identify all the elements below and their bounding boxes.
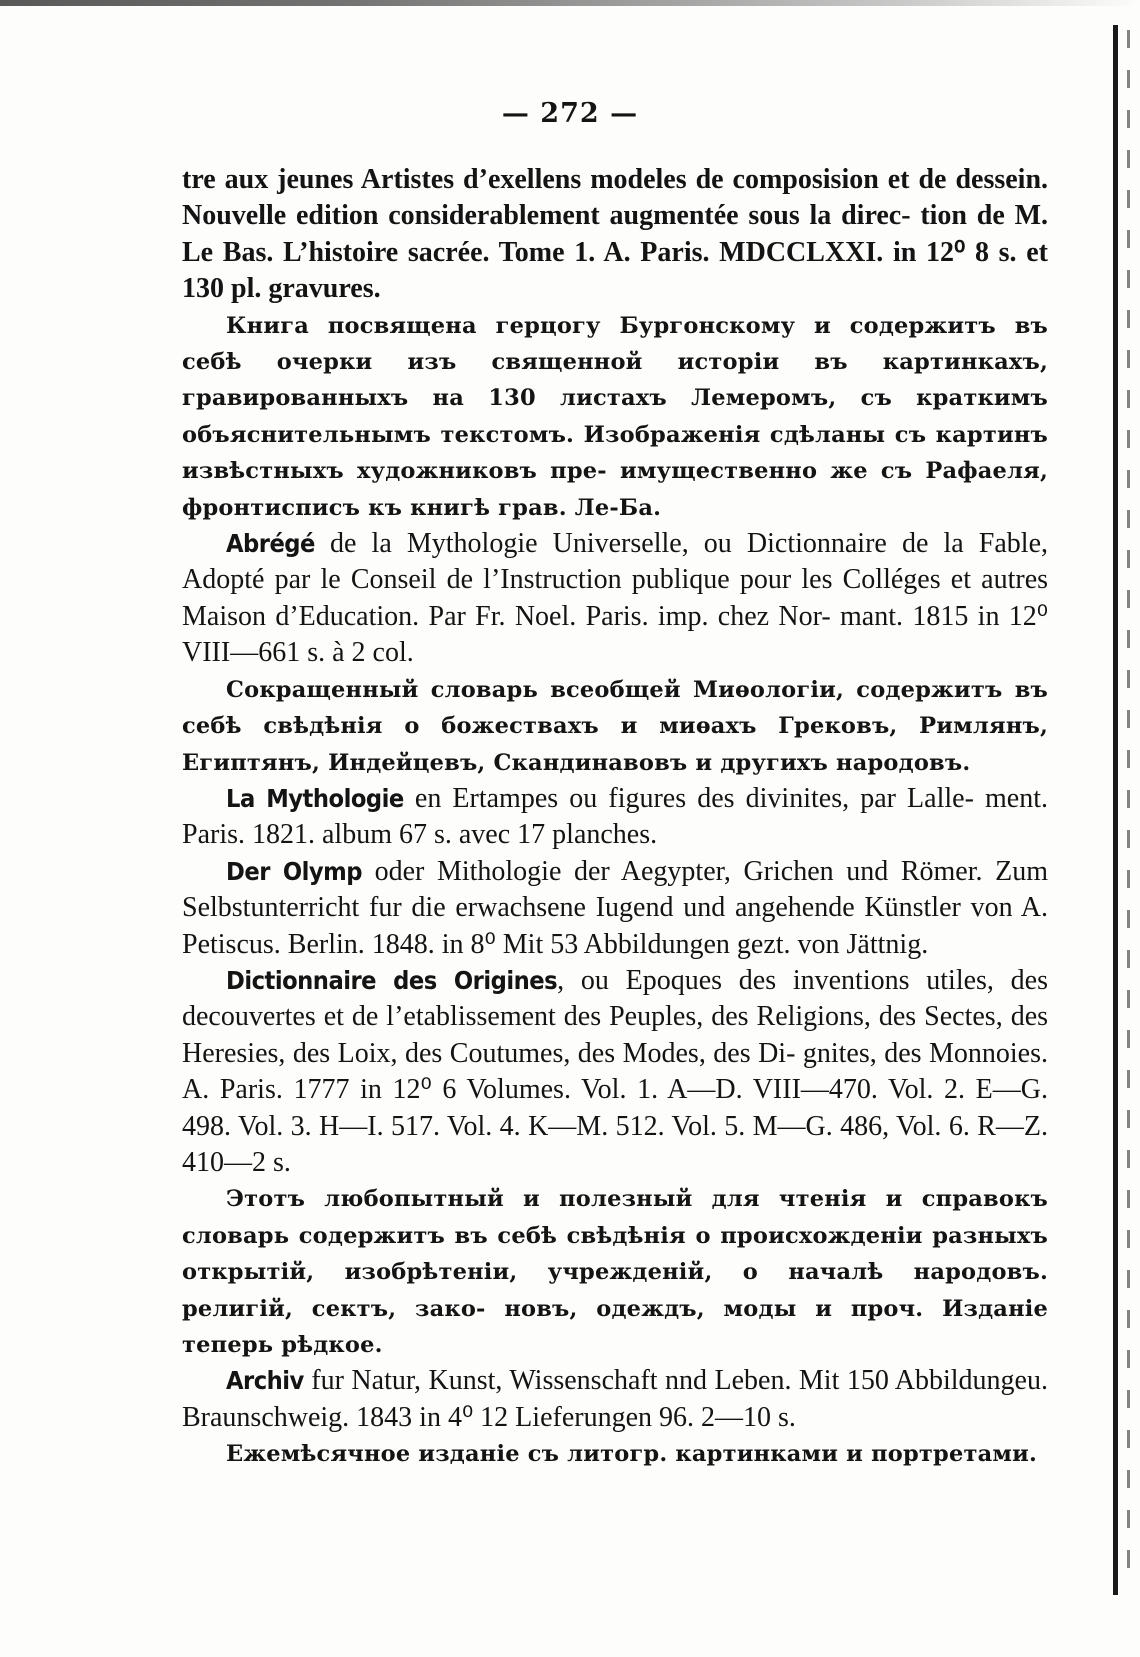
line: gezt. von Jättnig. [736,928,929,960]
entry-lead-word: Dictionnaire des Origines [226,965,558,995]
line: Индейцевъ, Скандинавовъ и другихъ народовъ. [328,749,971,776]
paragraph-4 [182,672,1048,781]
text-body [182,162,1048,1473]
line: et autres Maison d’Education. Par Fr. Noel. Paris. imp. chez Nor- [182,564,1049,632]
line: свѣдѣнія о божествахъ и миѳахъ Грековъ, Римлянъ, Египтянъ, [182,713,1048,776]
paragraph-5 [182,781,1048,854]
line: Книга посвящена герцогу Бургонскому и содержитъ въ себѣ [182,312,1048,376]
line: содержитъ въ себѣ свѣдѣнія о происхожденіи разныхъ открытій, [182,1222,1048,1286]
line: Изображенія сдѣланы съ картинъ извѣстныхъ художниковъ пре- [182,421,1048,485]
line: K—M. 512. Vol. 5. M—G. 486, Vol. 6. R—Z. 410—2 s. [182,1110,1048,1178]
paragraph-10 [182,1436,1048,1472]
line: Ежемѣсячное изданіе съ литогр. картинками и портретами. [226,1441,1038,1468]
paragraph-9 [182,1363,1048,1436]
line: очерки изъ священной исторіи въ картинкахъ, гравированныхъ на [182,349,1048,412]
line: , ou Epoques des inventions utiles, des [557,964,1048,996]
paragraph-1 [182,162,1048,308]
paragraph-8 [182,1181,1048,1363]
paragraph-3 [182,526,1048,672]
line: Adopté par le Conseil de l’Instruction publique pour les Colléges [182,564,941,596]
paragraph-6 [182,854,1048,963]
line: Zum Selbstunterricht fur die erwachsene Iugend und angehende [182,855,1048,924]
line: A—D. VIII—470. Vol. 2. E—G. 498. Vol. 3. H—I. 517. Vol. 4. [182,1074,1048,1142]
line: in 12⁰ 8 s. et 130 pl. gravures. [182,236,1048,305]
line: de la Mythologie Universelle, ou Dictionnaire de la Fable, [314,528,1048,560]
scan-edge-top [0,0,1140,6]
line: изобрѣтеніи, учрежденій, о началѣ народовъ. религій, сектъ, зако- [182,1259,1048,1322]
line: tion de M. Le Bas. L’histoire sacrée. Tome 1. A. Paris. MDCCLXXI. [182,200,1048,268]
entry-lead-word: Archiv [226,1366,304,1396]
line: decouvertes et de l’etablissement des Peuples, des Religions, des [182,1001,917,1033]
paragraph-7 [182,963,1048,1181]
line: Этотъ любопытный и полезный для чтенія и справокъ словарь [182,1186,1048,1249]
page-number: — 272 — [501,98,639,129]
line: en Ertampes ou figures des divinites, par Lalle- [403,782,974,814]
scan-edge-right-outer [1127,30,1130,1590]
line: Sectes, des Heresies, des Loix, des Coutumes, des Modes, des Di- [182,1001,1049,1069]
line: ment. Paris. 1821. album 67 s. avec 17 planches. [182,782,1049,851]
scan-edge-right [1113,25,1118,1595]
line: tre aux jeunes Artistes d’exellens modeles de composision et de [182,164,947,195]
entry-lead-word: Der Olymp [226,856,362,886]
line: Сокращенный словарь всеобщей Миѳологіи, содержитъ въ себѣ [182,676,1048,740]
line: новъ, одеждъ, моды и проч. Изданіе теперь рѣдкое. [182,1295,1048,1358]
line: Abbildungeu. Braunschweig. 1843 in 4⁰ 12 Lieferungen 96. 2—10 s. [182,1365,1048,1433]
entry-lead-word: Abrégé [226,529,315,559]
entry-lead-word: La Mythologie [226,783,404,813]
paragraph-2 [182,308,1048,526]
line: oder Mithologie der Aegypter, Grichen und Römer. [361,855,983,887]
line: mant. 1815 in 12⁰ VIII—661 s. à 2 col. [182,600,1048,669]
line: 130 листахъ Лемеромъ, съ краткимъ объяснительнымъ текстомъ. [182,385,1048,448]
line: fur Natur, Kunst, Wissenschaft nnd Leben. Mit 150 [303,1365,889,1397]
line: имущественно же съ Рафаеля, фронтисписъ къ книгѣ грав. Ле-Ба. [182,458,1048,521]
line: gnites, des Monnoies. A. Paris. 1777 in 12⁰ 6 Volumes. Vol. 1. [182,1037,1048,1106]
line: Künstler von A. Petiscus. Berlin. 1848. in 8⁰ Mit 53 Abbildungen [182,892,1048,960]
line: dessein. Nouvelle edition considerablement augmentée sous la direc- [182,164,1049,232]
